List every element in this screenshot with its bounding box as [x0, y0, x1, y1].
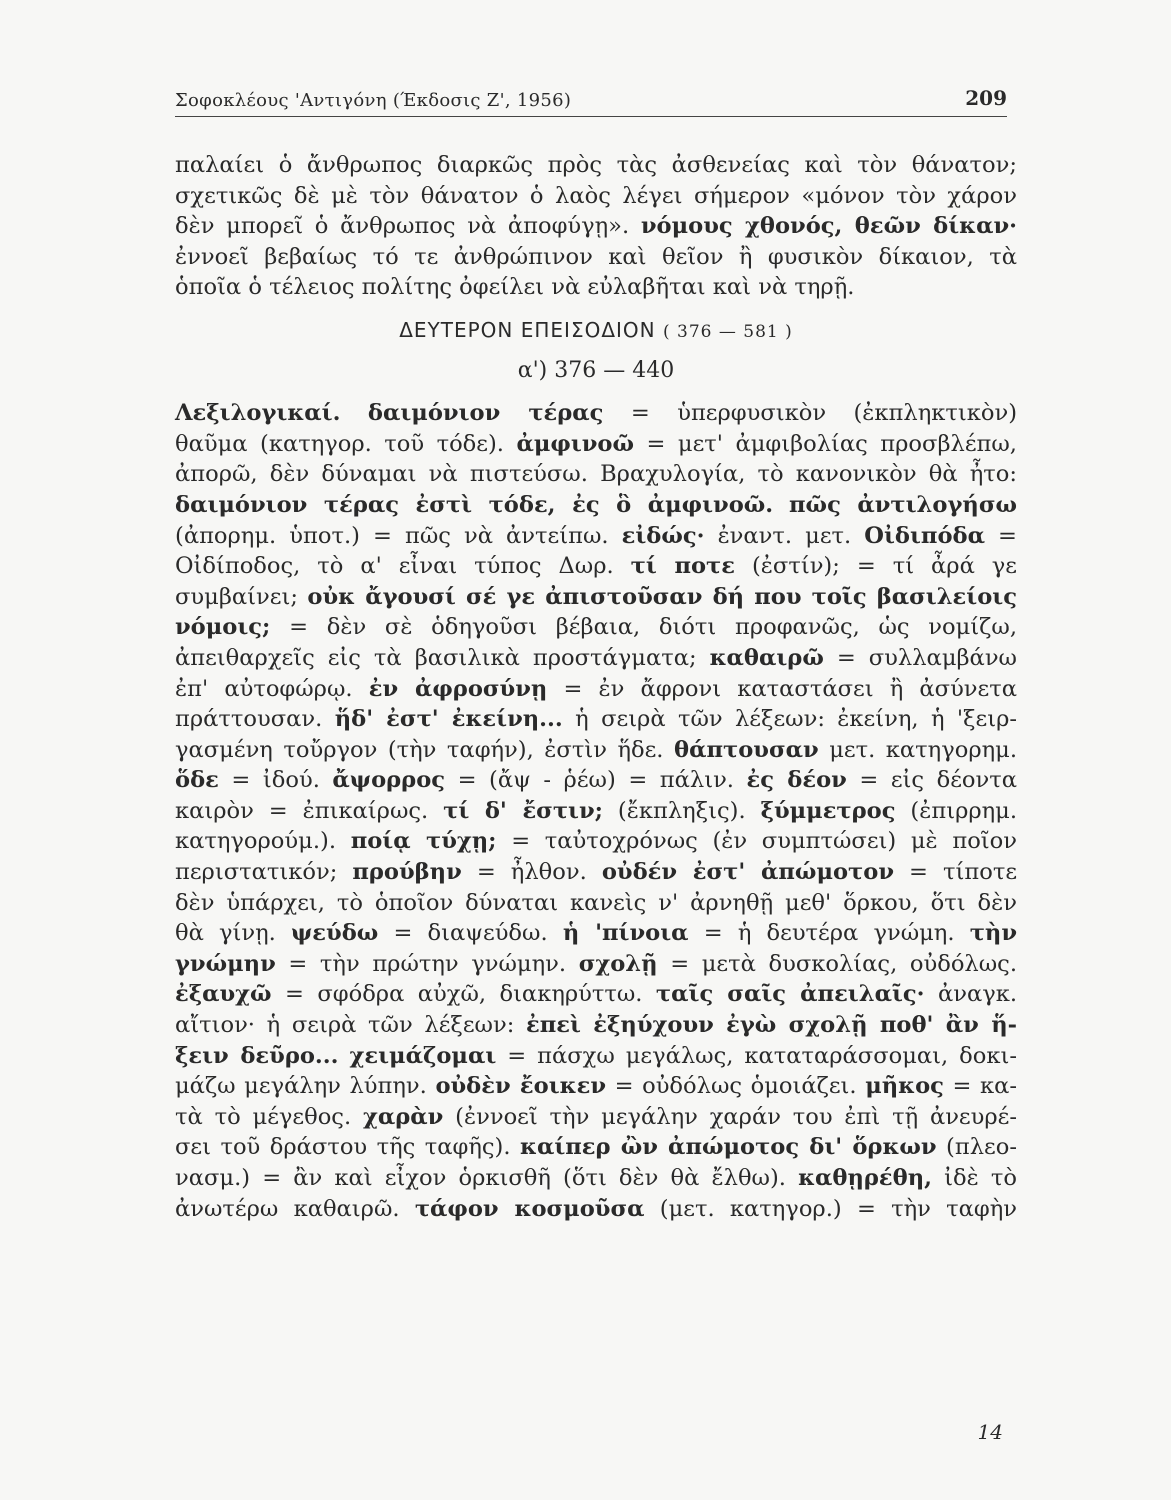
- text-line: Οἰδίποδος, τὸ α' εἶναι τύπος Δωρ. τί ποτε (ἐστίν); = τί ἆρά γε: [175, 553, 1018, 580]
- text-line: σχετικῶς δὲ μὲ τὸν θάνατον ὁ λαὸς λέγει σήμερον «μόνον τὸν χάρον: [175, 182, 1017, 209]
- text-line: ἐξαυχῶ = σφόδρα αὐχῶ, διακηρύττω. ταῖς σαῖς ἀπειλαῖς· ἀναγκ.: [175, 981, 1018, 1008]
- text-line: γνώμην = τὴν πρώτην γνώμην. σχολῇ = μετὰ δυσκολίας, οὐδόλως.: [175, 950, 1018, 977]
- text-line: περιστατικόν; προύβην = ἦλθον. οὐδέν ἐστ' ἀπώμοτον = τίποτε: [175, 859, 1018, 886]
- text-line: ἀπειθαρχεῖς εἰς τὰ βασιλικὰ προστάγματα; καθαιρῶ = συλλαμβάνω: [175, 644, 1017, 671]
- text-line: ἐννοεῖ βεβαίως τό τε ἀνθρώπινον καὶ θεῖον ἢ φυσικὸν δίκαιον, τὰ: [175, 243, 1017, 270]
- section-title: ΔΕΥΤΕΡΟΝ ΕΠΕΙΣΟΔΙΟΝ ( 376 — 581 ): [399, 317, 793, 342]
- text-line: παλαίει ὁ ἄνθρωπος διαρκῶς πρὸς τὰς ἀσθενείας καὶ τὸν θάνατον;: [175, 152, 1017, 178]
- text-line: αἴτιον· ἡ σειρὰ τῶν λέξεων: ἐπεὶ ἐξηύχουν ἐγὼ σχολῇ ποθ' ἂν ἥ-: [175, 1012, 1018, 1039]
- text-line: ὅδε = ἰδού. ἄψορρος = (ἄψ - ῥέω) = πάλιν. ἐς δέον = εἰς δέοντα: [175, 767, 1018, 794]
- text-line: νόμοις; = δὲν σὲ ὁδηγοῦσι βέβαια, διότι προφανῶς, ὡς νομίζω,: [175, 614, 1017, 641]
- lexicon-heading: Λεξιλογικαί.: [175, 400, 341, 427]
- running-title: Σοφοκλέους 'Αντιγόνη (Έκδοσις Ζ', 1956): [175, 90, 572, 111]
- page-body: [175, 150, 1017, 1224]
- signature-mark: 14: [977, 1420, 1003, 1444]
- text-line: ξειν δεῦρο... χειμάζομαι = πάσχω μεγάλως, καταταράσσομαι, δοκι-: [175, 1042, 1017, 1069]
- text-line: συμβαίνει; οὐκ ἄγουσί σέ γε ἀπιστοῦσαν δή που τοῖς βασιλείοις: [175, 583, 1017, 610]
- text-line: νασμ.) = ἂν καὶ εἶχον ὁρκισθῆ (ὅτι δὲν θὰ ἔλθω). καθῃρέθη, ἰδὲ τὸ: [175, 1165, 1017, 1191]
- text-line: ἀπορῶ, δὲν δύναμαι νὰ πιστεύσω. Βραχυλογία, τὸ κανονικὸν θὰ ἦτο:: [175, 461, 1017, 488]
- page-header: [175, 86, 1007, 117]
- text-line: θὰ γίνῃ. ψεύδω = διαψεύδω. ἡ 'πίνοια = ἡ δευτέρα γνώμη. τὴν: [175, 920, 1018, 947]
- text-line: σει τοῦ δράστου τῆς ταφῆς). καίπερ ὢν ἀπώμοτος δι' ὅρκων (πλεο-: [175, 1134, 1017, 1161]
- text-line: ὁποῖα ὁ τέλειος πολίτης ὀφείλει νὰ εὐλαβῆται καὶ νὰ τηρῇ.: [175, 274, 855, 301]
- text-line: πράττουσαν. ἥδ' ἐστ' ἐκείνη... ἡ σειρὰ τῶν λέξεων: ἐκείνη, ἡ 'ξειρ-: [175, 706, 1017, 733]
- text-line: δὲν ὑπάρχει, τὸ ὁποῖον δύναται κανεὶς ν' ἀρνηθῇ μεθ' ὅρκου, ὅτι δὲν: [175, 889, 1017, 916]
- page-number: 209: [965, 86, 1007, 110]
- text-line: Λεξιλογικαί. δαιμόνιον τέρας = ὑπερφυσικὸν (ἐκπληκτικὸν): [175, 400, 1018, 427]
- headword: νόμους χθονός, θεῶν δίκαν·: [640, 213, 1017, 240]
- text-line: μάζω μεγάλην λύπην. οὐδὲν ἔοικεν = οὐδόλως ὁμοιάζει. μῆκος = κα-: [175, 1073, 1018, 1100]
- text-line: καιρὸν = ἐπικαίρως. τί δ' ἔστιν; (ἔκπληξις). ξύμμετρος (ἐπιρρημ.: [175, 797, 1018, 824]
- text-line: ἀνωτέρω καθαιρῶ. τάφον κοσμοῦσα (μετ. κατηγορ.) = τὴν ταφὴν: [175, 1195, 1017, 1222]
- text-line: κατηγορούμ.). ποίᾳ τύχῃ; = ταὐτοχρόνως (ἐν συμπτώσει) μὲ ποῖον: [175, 828, 1018, 855]
- text-line: δαιμόνιον τέρας ἐστὶ τόδε, ἐς ὃ ἀμφινοῶ. πῶς ἀντιλογήσω: [175, 491, 1017, 518]
- text-line: γασμένη τοὔργον (τὴν ταφήν), ἐστὶν ἥδε. θάπτουσαν μετ. κατηγορημ.: [175, 736, 1018, 763]
- section-range: ( 376 — 581 ): [662, 321, 793, 342]
- text-line: δὲν μπορεῖ ὁ ἄνθρωπος νὰ ἀποφύγῃ». νόμους χθονός, θεῶν δίκαν·: [175, 213, 1017, 240]
- text-line: θαῦμα (κατηγορ. τοῦ τόδε). ἀμφινοῶ = μετ' ἀμφιβολίας προσβλέπω,: [175, 430, 1017, 457]
- text-line: τὰ τὸ μέγεθος. χαρὰν (ἐννοεῖ τὴν μεγάλην χαράν του ἐπὶ τῇ ἀνευρέ-: [175, 1103, 1017, 1130]
- text-line: (ἀπορημ. ὑποτ.) = πῶς νὰ ἀντείπω. εἰδώς· ἐναντ. μετ. Οἰδιπόδα =: [175, 522, 1017, 549]
- subsection-title: α') 376 — 440: [517, 357, 675, 383]
- text-line: ἐπ' αὐτοφώρῳ. ἐν ἀφροσύνῃ = ἐν ἄφρονι καταστάσει ἢ ἀσύνετα: [175, 675, 1017, 702]
